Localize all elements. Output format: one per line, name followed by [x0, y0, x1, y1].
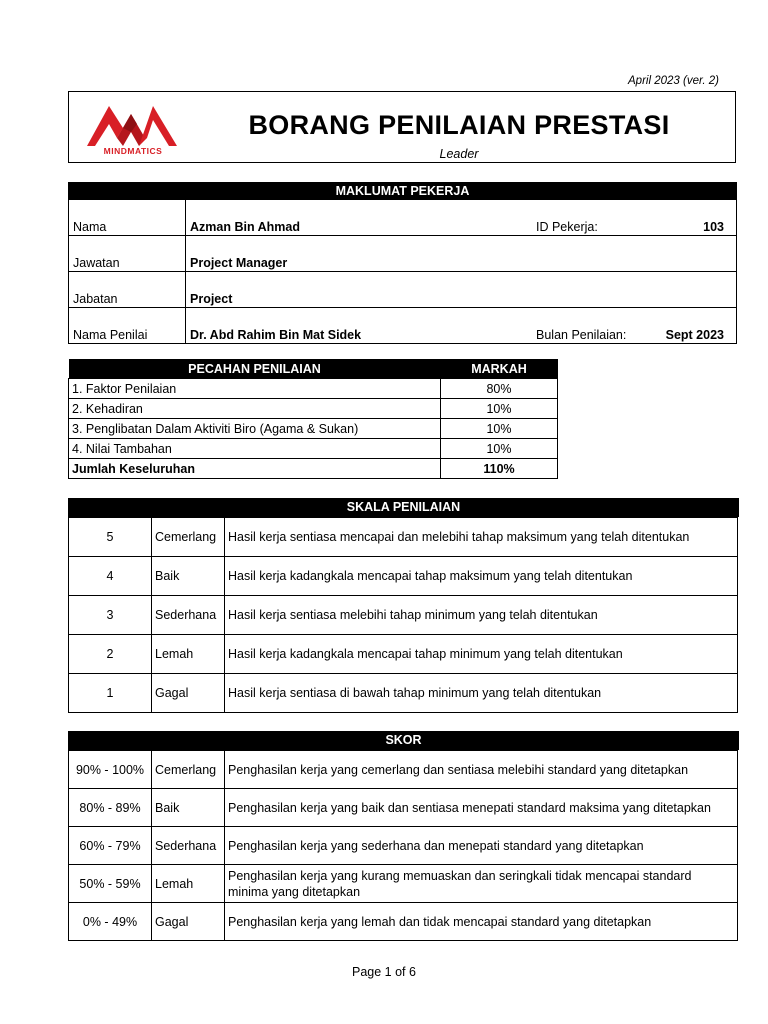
page-title: BORANG PENILAIAN PRESTASI [248, 110, 670, 140]
criteria-mark: 10% [441, 439, 558, 459]
field-value [650, 236, 737, 272]
total-row [69, 459, 558, 479]
field-label [532, 272, 650, 308]
field-label [532, 236, 650, 272]
score-range: 50% - 59% [69, 865, 152, 903]
pecahan-heading: PECAHAN PENILAIAN [69, 359, 441, 379]
table-row [69, 518, 738, 557]
scale-description: Hasil kerja sentiasa melebihi tahap minimum yang telah ditentukan [225, 596, 738, 635]
skor-heading: SKOR [68, 731, 739, 750]
table-row [69, 439, 558, 459]
scale-number: 3 [69, 596, 152, 635]
field-value: Project Manager [186, 236, 533, 272]
criteria-mark: 10% [441, 399, 558, 419]
score-range: 0% - 49% [69, 903, 152, 941]
table-row [69, 674, 738, 713]
criteria-mark: 10% [441, 419, 558, 439]
score-range: 60% - 79% [69, 827, 152, 865]
table-row [69, 200, 737, 236]
table-header-row [69, 359, 558, 379]
field-label: Nama [69, 200, 186, 236]
table-row [69, 272, 737, 308]
table-row [69, 308, 737, 344]
table-row [69, 236, 737, 272]
document-header [68, 91, 736, 163]
score-label: Gagal [152, 903, 225, 941]
criteria-label: 3. Penglibatan Dalam Aktiviti Biro (Agama & Sukan) [69, 419, 441, 439]
pecahan-penilaian-table [68, 359, 558, 479]
table-row [69, 557, 738, 596]
field-value [650, 272, 737, 308]
table-row [69, 399, 558, 419]
field-value: Azman Bin Ahmad [186, 200, 533, 236]
field-label: Jawatan [69, 236, 186, 272]
score-label: Baik [152, 789, 225, 827]
scale-label: Gagal [152, 674, 225, 713]
scale-description: Hasil kerja sentiasa di bawah tahap minimum yang telah ditentukan [225, 674, 738, 713]
scale-label: Sederhana [152, 596, 225, 635]
score-range: 90% - 100% [69, 751, 152, 789]
score-description: Penghasilan kerja yang sederhana dan menepati standard yang ditetapkan [225, 827, 738, 865]
scale-number: 4 [69, 557, 152, 596]
scale-number: 1 [69, 674, 152, 713]
score-label: Sederhana [152, 827, 225, 865]
skala-penilaian-heading: SKALA PENILAIAN [68, 498, 739, 517]
field-label: Nama Penilai [69, 308, 186, 344]
field-value: 103 [650, 200, 737, 236]
criteria-label: 4. Nilai Tambahan [69, 439, 441, 459]
total-mark: 110% [441, 459, 558, 479]
scale-number: 5 [69, 518, 152, 557]
scale-label: Lemah [152, 635, 225, 674]
score-description: Penghasilan kerja yang kurang memuaskan dan seringkali tidak mencapai standard minima yang ditetapkan [225, 865, 738, 903]
scale-description: Hasil kerja kadangkala mencapai tahap maksimum yang telah ditentukan [225, 557, 738, 596]
logo-text: MINDMATICS [103, 146, 163, 156]
field-label: Bulan Penilaian: [532, 308, 650, 344]
total-label: Jumlah Keseluruhan [69, 459, 441, 479]
field-label: ID Pekerja: [532, 200, 650, 236]
field-value: Sept 2023 [650, 308, 737, 344]
scale-description: Hasil kerja sentiasa mencapai dan melebihi tahap maksimum yang telah ditentukan [225, 518, 738, 557]
table-row [69, 751, 738, 789]
scale-description: Hasil kerja kadangkala mencapai tahap minimum yang telah ditentukan [225, 635, 738, 674]
criteria-label: 1. Faktor Penilaian [69, 379, 441, 399]
scale-label: Cemerlang [152, 518, 225, 557]
score-label: Cemerlang [152, 751, 225, 789]
table-row [69, 379, 558, 399]
table-row [69, 789, 738, 827]
maklumat-pekerja-heading: MAKLUMAT PEKERJA [68, 182, 737, 200]
skala-penilaian-table [68, 517, 738, 713]
page-subtitle: Leader [439, 147, 479, 161]
field-label: Jabatan [69, 272, 186, 308]
version-label: April 2023 (ver. 2) [628, 75, 719, 87]
score-description: Penghasilan kerja yang cemerlang dan sentiasa melebihi standard yang ditetapkan [225, 751, 738, 789]
markah-heading: MARKAH [441, 359, 558, 379]
table-row [69, 596, 738, 635]
maklumat-pekerja-table [68, 200, 737, 344]
field-value: Dr. Abd Rahim Bin Mat Sidek [186, 308, 533, 344]
scale-label: Baik [152, 557, 225, 596]
score-range: 80% - 89% [69, 789, 152, 827]
score-label: Lemah [152, 865, 225, 903]
page-number: Page 1 of 6 [352, 965, 416, 979]
table-row [69, 903, 738, 941]
scale-number: 2 [69, 635, 152, 674]
skor-table [68, 750, 738, 941]
criteria-label: 2. Kehadiran [69, 399, 441, 419]
table-row [69, 419, 558, 439]
table-row [69, 865, 738, 903]
field-value: Project [186, 272, 533, 308]
criteria-mark: 80% [441, 379, 558, 399]
score-description: Penghasilan kerja yang baik dan sentiasa menepati standard maksima yang ditetapkan [225, 789, 738, 827]
score-description: Penghasilan kerja yang lemah dan tidak mencapai standard yang ditetapkan [225, 903, 738, 941]
table-row [69, 635, 738, 674]
table-row [69, 827, 738, 865]
